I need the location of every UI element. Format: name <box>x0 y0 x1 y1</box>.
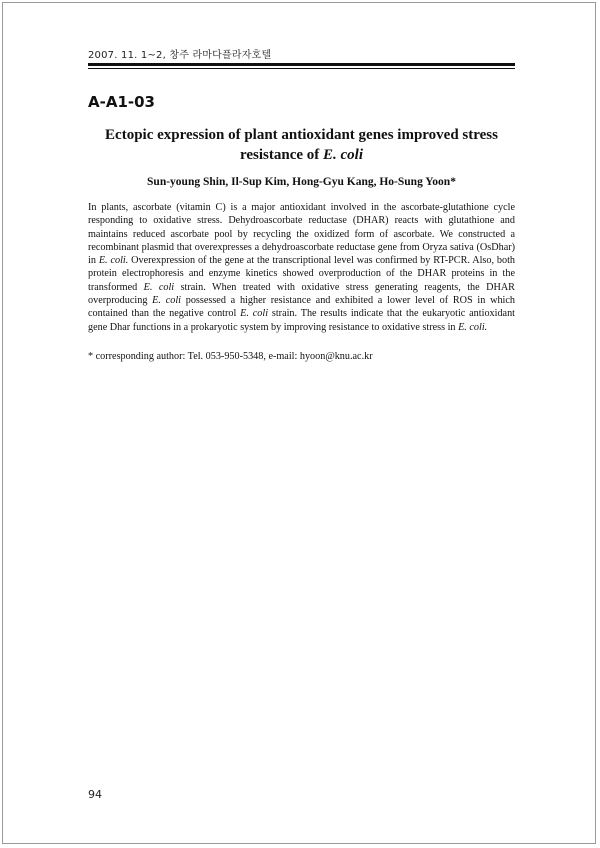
running-header: 2007. 11. 1~2, 창주 라마다플라자호텔 <box>88 50 272 61</box>
abstract-segment: strain. The results indicate that the eukaryotic antioxidant gene Dhar functions in a prokaryotic system by improving resistance to oxidative stress in <box>88 308 515 333</box>
abstract-segment: Overexpression of the gene at the transcriptional level was confirmed by RT-PCR. Also, both protein electrophoresis and enzyme kinetics showed overproduction of the DHAR proteins in the transformed <box>88 255 516 293</box>
session-id: A-A1-03 <box>88 93 155 111</box>
abstract-segment: strain. When treated with oxidative stress generating reagents, the DHAR overproducing <box>88 281 515 307</box>
author-list: Sun-young Shin, Il-Sup Kim, Hong-Gyu Kang, Ho-Sung Yoon* <box>147 176 456 188</box>
abstract-italic: E. coli. <box>458 321 488 333</box>
abstract-italic: E. coli <box>240 308 269 320</box>
abstract-italic: E. coli <box>143 281 175 293</box>
abstract-italic: E. coli <box>152 295 181 307</box>
abstract-segment: possessed a higher resistance and exhibited a lower level of ROS in which contained than the negative control <box>88 295 515 320</box>
header-rule-thin <box>88 68 515 69</box>
header-rule-thick <box>88 63 515 66</box>
page-number: 94 <box>88 788 102 801</box>
abstract-segment: In plants, ascorbate (vitamin C) is a major antioxidant involved in the ascorbate-glutathione cycle responding to oxidative stress. Dehydroascorbate reductase (DHAR) reacts with glutathione and maintains reduced ascorbate pool by recycling the oxidized form of ascorbate. We constructed a recombinant plasmid that overexpresses a dehydroascorbate reductase gene from Oryza sativa (OsDhar) in <box>88 202 515 267</box>
corresponding-author: * corresponding author: Tel. 053-950-5348, e-mail: hyoon@knu.ac.kr <box>88 351 373 362</box>
abstract-italic: E. coli. <box>98 255 129 267</box>
title-italic: E. coli <box>323 147 364 163</box>
title-text: Ectopic expression of plant antioxidant genes improved stress resistance of <box>105 127 498 163</box>
abstract-text <box>88 201 515 334</box>
paper-title <box>88 125 515 165</box>
